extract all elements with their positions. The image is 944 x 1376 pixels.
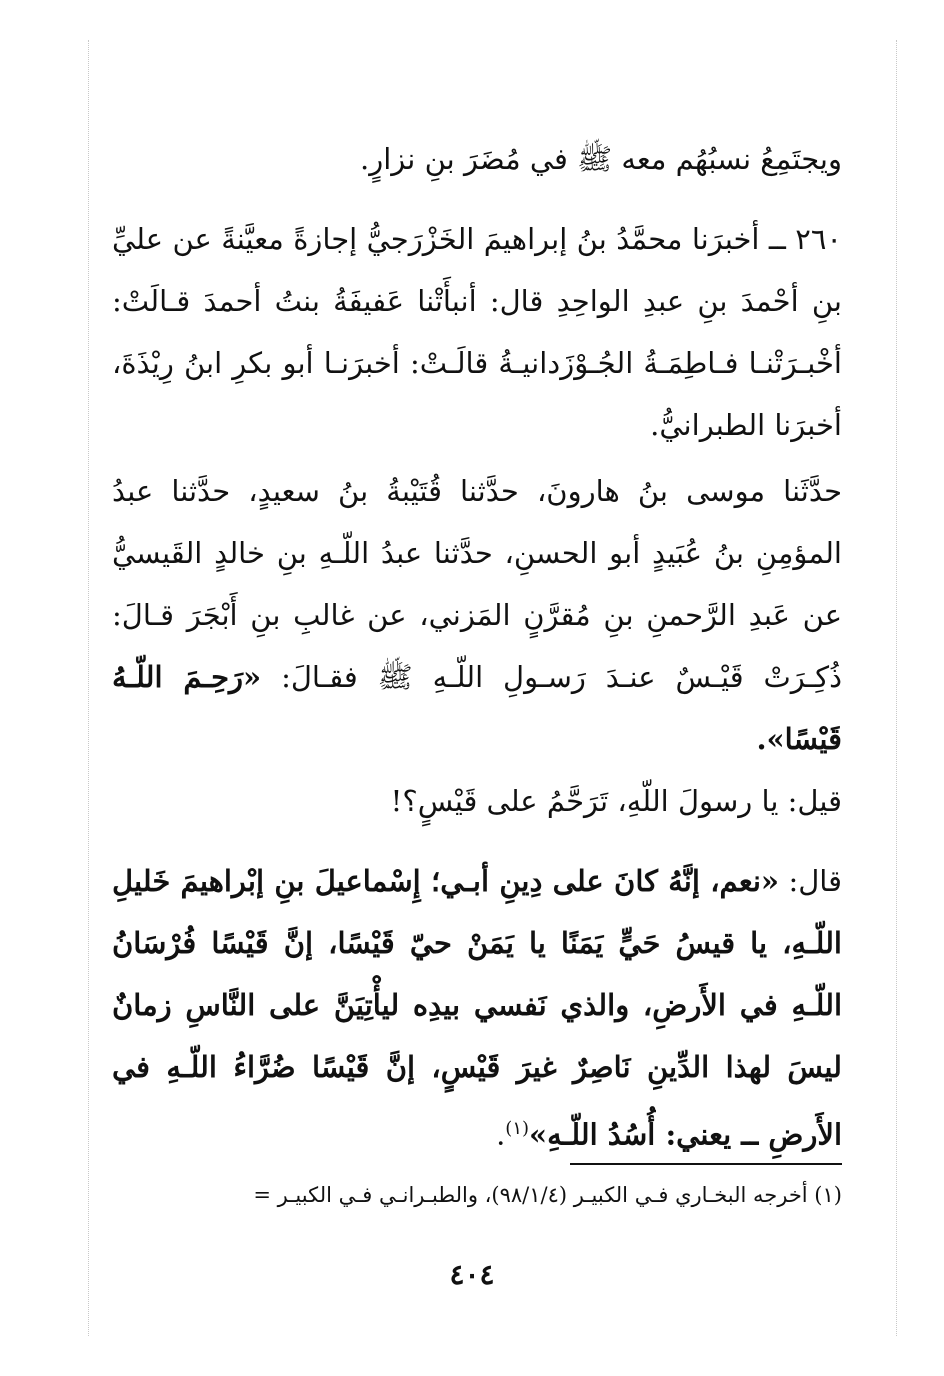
- hadith-quote: «رَحِـمَ اللّـهُ قَيْسًا».: [112, 660, 842, 756]
- answer-prefix: قال:: [788, 864, 842, 898]
- footnote-marker: (١): [505, 1118, 530, 1139]
- answer-quote: «نعم، إنَّهُ كانَ على دِينِ أبـي؛ إِسْماعيلَ بنِ إبْراهيمَ خَليلِ اللّـهِ، يا قيسُ حَيٍّ يَمَنًا يا يَمَنْ حيّ قَيْسًا، إنَّ قَيْسًا فُرْسَانُ اللّـهِ في الأَرضِ، والذي نَفسي بيدِه ليأْتِيَنَّ على النَّاسِ زمانٌ ليسَ لهذا الدِّينِ نَاصِرٌ غيرَ قَيْسٍ، إنَّ قَيْسًا ضُرَّاءُ اللّـهِ في الأَرضِ ــ يعني: أُسُدُ اللّـهِ»: [112, 864, 842, 1152]
- page-number: ٤٠٤: [449, 1258, 495, 1291]
- left-margin-guide: [88, 40, 89, 1336]
- right-margin-guide: [896, 40, 897, 1336]
- answer-paragraph: [112, 850, 842, 1166]
- answer-end: .: [496, 1117, 506, 1152]
- hadith-chain-text: حدَّثَنا موسى بنُ هارونَ، حدَّثنا قُتَيْبةُ بنُ سعيدٍ، حدَّثنا عبدُ المؤمِنِ بنُ عُبَيدٍ أبو الحسنِ، حدَّثنا عبدُ اللّـهِ بنِ خالدٍ القَيسيُّ عن عَبدِ الرَّحمنِ بنِ مُقرَّنٍ المَزني، عن غالبِ بنِ أَبْجَرَ قـالَ: ذُكِـرَتْ قَيْـسٌ عنـدَ رَسـولِ اللّـهِ ﷺ فقـالَ:: [112, 474, 842, 694]
- footnote-separator: [570, 1163, 842, 1165]
- footnote: (١) أخرجه البخـاري فـي الكبيـر (٩٨/١/٤)، والطبـرانـي فـي الكبيـر =: [253, 1183, 842, 1207]
- intro-line: ويجتَمِعُ نسبُهُم معه ﷺ في مُضَرَ بنِ نزارٍ.: [360, 142, 842, 176]
- hadith-260-isnad: ٢٦٠ ــ أخبرَنا محمَّدُ بنُ إبراهيمَ الخَزْرَجيُّ إجازةً معيَّنةً عن عليِّ بنِ أحْمدَ بنِ عبدِ الواحِدِ قال: أنبأَتْنا عَفيفَةُ بنتُ أحمدَ قـالَتْ: أخْبـرَتْنـا فـاطِمَـةُ الجُـوْزَدانيـةُ قالَـتْ: أخبرَنـا أبو بكرِ ابنُ رِيْذَةَ، أخبرَنا الطبرانيُّ.: [112, 222, 843, 442]
- hadith-chain-paragraph: [112, 460, 842, 770]
- question-paragraph: قيل: يا رسولَ اللّهِ، تَرَحَّمُ على قَيْسٍ؟!: [390, 784, 842, 818]
